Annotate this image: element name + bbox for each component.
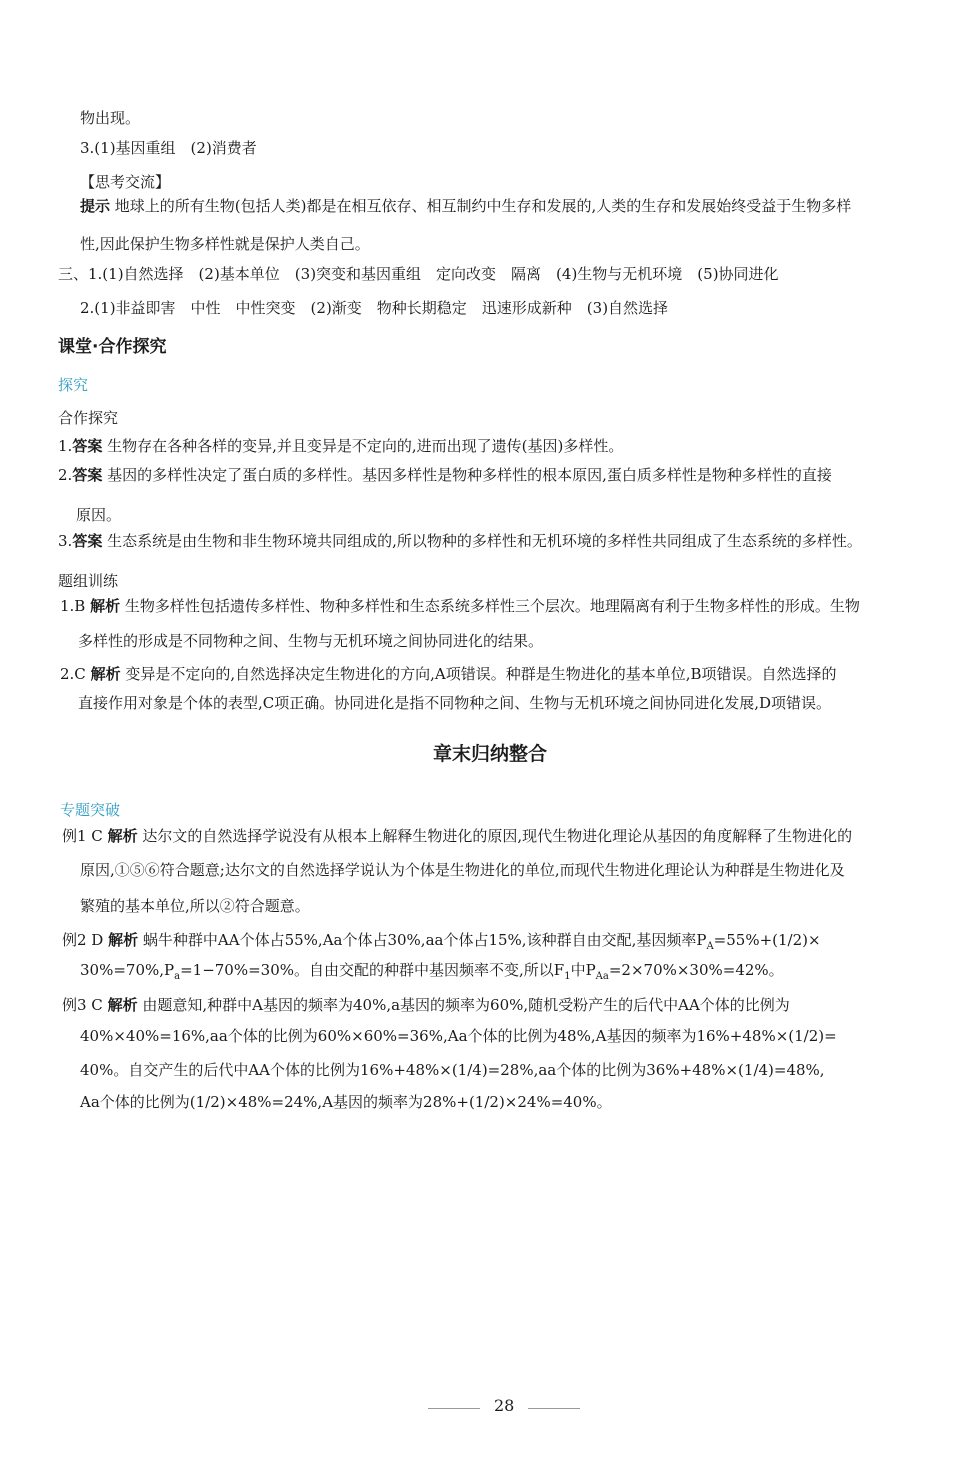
subsection-heading: 合作探究 [58,409,119,427]
subscript: a [174,971,181,982]
analysis-line [60,596,860,616]
text-line: 40%。自交产生的后代中AA个体的比例为16%+48%×(1/4)=28%,aa个体的比例为36%+48%×(1/4)=48%, [80,1061,825,1079]
text-line: 繁殖的基本单位,所以②符合题意。 [80,897,310,915]
text-line: 性,因此保护生物多样性就是保护人类自己。 [80,235,370,253]
text-line: 三、1.(1)自然选择 (2)基本单位 (3)突变和基因重组 定向改变 隔离 (4)生物与无机环境 (5)协同进化 [58,265,779,283]
section-label-thinking: 【思考交流】 [80,173,171,191]
example-line [62,826,852,846]
item-number: 2.C [60,665,86,683]
text-line: 原因。 [76,506,122,524]
text-segment: =1−70%=30%。自由交配的种群中基因频率不变,所以F [180,961,565,979]
text-line [80,196,928,216]
analysis-text: 变异是不定向的,自然选择决定生物进化的方向,A项错误。种群是生物进化的基本单位,B项错误。自然选择的 [125,665,837,683]
subsection-heading: 题组训练 [58,572,119,590]
example-number: 例1 C [62,827,103,845]
text-line: Aa个体的比例为(1/2)×48%=24%,A基因的频率为28%+(1/2)×24%=40%。 [80,1093,612,1111]
subscript: A [706,941,714,952]
footer-rule-left [428,1408,480,1409]
answer-line [58,436,623,456]
analysis-text: 生物多样性包括遗传多样性、物种多样性和生态系统多样性三个层次。地理隔离有利于生物多样性的形成。生物 [124,597,860,615]
item-number: 2. [58,466,73,484]
item-number: 3. [58,532,73,550]
analysis-label: 解析 [107,827,138,845]
subscript: 1 [564,971,571,982]
section-heading: 课堂·合作探究 [58,337,167,357]
analysis-line [60,664,837,684]
chapter-heading: 章末归纳整合 [433,743,548,765]
page-number: 28 [494,1396,515,1415]
text-segment: 中P [570,961,596,979]
text-segment: =2×70%×30%=42%。 [608,961,784,979]
example-line [62,930,821,957]
analysis-text: =55%+(1/2)× [713,931,821,949]
subsection-label: 探究 [58,376,89,394]
subscript: Aa [595,971,609,982]
example-number: 例3 C [62,996,103,1014]
analysis-label: 解析 [90,665,121,683]
analysis-text: 达尔文的自然选择学说没有从根本上解释生物进化的原因,现代生物进化理论从基因的角度解释了生物进化的 [142,827,853,845]
analysis-label: 解析 [107,996,138,1014]
answer-line [58,531,862,551]
answer-line [58,465,832,485]
answer-label: 答案 [72,466,103,484]
text-line: 多样性的形成是不同物种之间、生物与无机环境之间协同进化的结果。 [78,632,544,650]
answer-text: 生物存在各种各样的变异,并且变异是不定向的,进而出现了遗传(基因)多样性。 [107,437,624,455]
text-line: 40%×40%=16%,aa个体的比例为60%×60%=36%,Aa个体的比例为48%,A基因的频率为16%+48%×(1/2)= [80,1027,837,1045]
text-line: 原因,①⑤⑥符合题意;达尔文的自然选择学说认为个体是生物进化的单位,而现代生物进化理论认为种群是生物进化及 [80,861,845,879]
answer-text: 生态系统是由生物和非生物环境共同组成的,所以物种的多样性和无机环境的多样性共同组成了生态系统的多样性。 [107,532,862,550]
text-line: 直接作用对象是个体的表型,C项正确。协同进化是指不同物种之间、生物与无机环境之间协同进化发展,D项错误。 [78,694,832,712]
example-number: 例2 D [62,931,104,949]
analysis-text: 蜗牛种群中AA个体占55%,Aa个体占30%,aa个体占15%,该种群自由交配,基因频率P [142,931,707,949]
tip-text: 地球上的所有生物(包括人类)都是在相互依存、相互制约中生存和发展的,人类的生存和发展始终受益于生物多样 [114,197,852,215]
analysis-text: 由题意知,种群中A基因的频率为40%,a基因的频率为60%,随机受粉产生的后代中AA个体的比例为 [142,996,790,1014]
footer-rule-right [528,1408,580,1409]
subsection-label: 专题突破 [60,801,121,819]
tip-label: 提示 [80,197,111,215]
analysis-label: 解析 [90,597,121,615]
answer-label: 答案 [72,532,103,550]
analysis-label: 解析 [108,931,139,949]
text-line: 2.(1)非益即害 中性 中性突变 (2)渐变 物种长期稳定 迅速形成新种 (3)自然选择 [80,299,669,317]
text-line [80,960,784,987]
text-line: 物出现。 [80,109,141,127]
item-number: 1.B [60,597,86,615]
answer-text: 基因的多样性决定了蛋白质的多样性。基因多样性是物种多样性的根本原因,蛋白质多样性是物种多样性的直接 [107,466,832,484]
answer-label: 答案 [72,437,103,455]
text-line: 3.(1)基因重组 (2)消费者 [80,139,257,157]
text-segment: 30%=70%,P [80,961,175,979]
item-number: 1. [58,437,73,455]
example-line [62,995,790,1015]
